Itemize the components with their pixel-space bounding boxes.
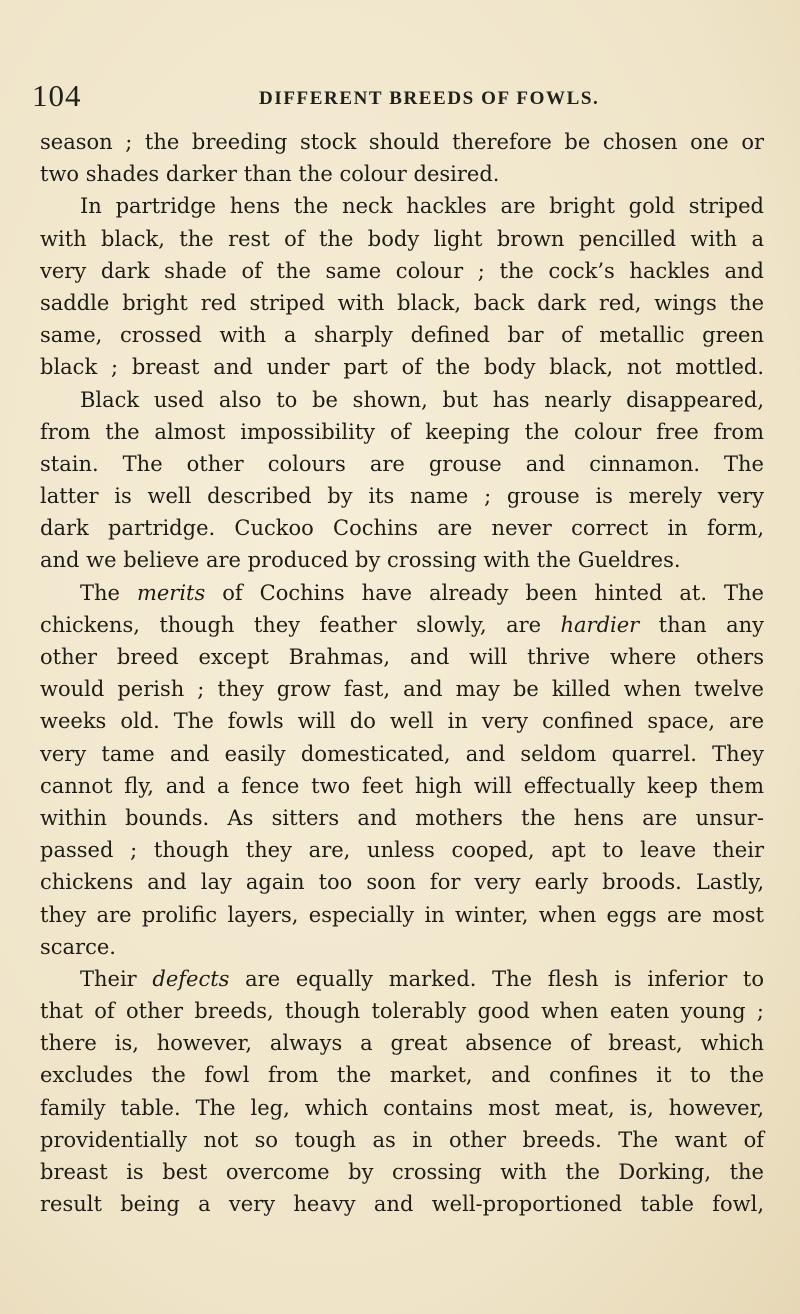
text-line: latter is well described by its name ; grouse is merely very [40,484,764,509]
text-line: black ; breast and under part of the body black, not mottled. [40,355,764,380]
text-line: season ; the breeding stock should therefore be chosen one or [40,130,764,154]
text-run: chickens, though they feather slowly, are [40,612,561,637]
text-line: would perish ; they grow fast, and may be killed when twelve [40,677,764,702]
text-line: two shades darker than the colour desired. [40,162,500,187]
text-run: are equally marked. The flesh is inferior to [229,966,765,991]
text-line: In partridge hens the neck hackles are bright gold striped [80,194,764,219]
text-line: providentially not so tough as in other breeds. The want of [40,1127,764,1152]
text-run: of Cochins have already been hinted at. The [205,580,764,605]
text-line: from the almost impossibility of keeping the colour free from [40,419,764,444]
italic-term-defects: defects [152,966,230,991]
text-line: family table. The leg, which contains most meat, is, however, [40,1095,764,1120]
text-line: there is, however, always a great absence of breast, which [40,1031,764,1056]
text-line: very tame and easily domesticated, and seldom quarrel. They [40,741,764,766]
text-line: other breed except Brahmas, and will thrive where others [40,645,764,669]
text-line: same, crossed with a sharply defined bar of metallic green [40,323,764,348]
text-line: weeks old. The fowls will do well in very confined space, are [40,709,764,734]
text-line: result being a very heavy and well-proportioned table fowl, [40,1192,764,1217]
text-line: and we believe are produced by crossing with the Gueldres. [40,548,681,573]
text-line: within bounds. As sitters and mothers the hens are unsur- [40,805,764,830]
text-line [40,577,764,609]
text-line: chickens and lay again too soon for very early broods. Lastly, [40,870,764,895]
text-line: they are prolific layers, especially in winter, when eggs are most [40,902,764,927]
text-line: scarce. [40,934,116,959]
page-header [32,78,772,114]
text-line: dark partridge. Cuckoo Cochins are never correct in form, [40,516,764,541]
text-line: with black, the rest of the body light brown pencilled with a [40,226,764,251]
text-line: stain. The other colours are grouse and cinnamon. The [40,451,764,476]
text-line: very dark shade of the same colour ; the cock’s hackles and [40,258,764,283]
text-line: excludes the fowl from the market, and confines it to the [40,1063,764,1088]
text-line: breast is best overcome by crossing with the Dorking, the [40,1160,764,1184]
page-number: 104 [32,78,82,113]
text-line: that of other breeds, though tolerably good when eaten young ; [40,999,764,1024]
body-text [40,126,764,1220]
italic-term-merits: merits [136,580,206,605]
text-line [40,609,764,641]
text-run: than any [639,612,764,637]
text-line: passed ; though they are, unless cooped, apt to leave their [40,838,764,863]
text-run: The [80,580,137,605]
text-line: saddle bright red striped with black, back dark red, wings the [40,290,764,315]
text-line [40,963,764,995]
text-line: cannot fly, and a fence two feet high will effectually keep them [40,773,764,798]
text-run: Their [80,966,153,991]
running-title: DIFFERENT BREEDS OF FOWLS. [259,88,600,109]
text-line: Black used also to be shown, but has nearly disappeared, [80,387,764,412]
italic-term-hardier: hardier [560,612,640,637]
